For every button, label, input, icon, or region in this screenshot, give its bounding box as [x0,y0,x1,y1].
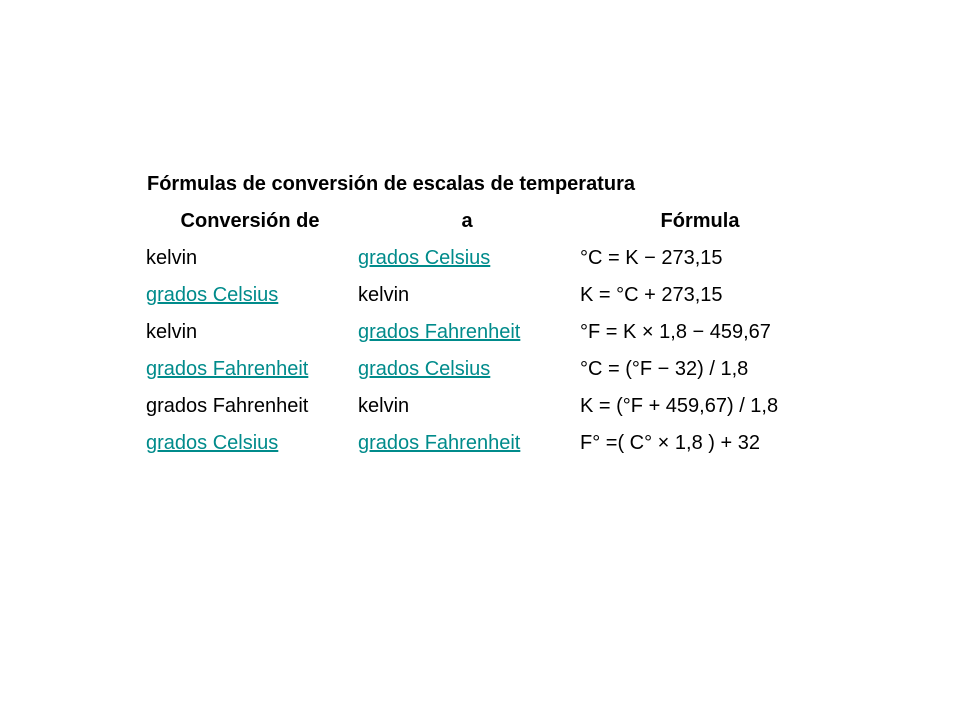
cell-formula: °C = K − 273,15 [580,247,723,269]
to-link[interactable]: grados Celsius [358,358,491,380]
cell-from [144,277,356,314]
header-to: a [461,210,473,232]
cell-formula: °F = K × 1,8 − 459,67 [580,321,771,343]
table-caption: Fórmulas de conversión de escalas de temperatura [147,173,635,195]
table-row [144,314,822,351]
to-link[interactable]: grados Fahrenheit [358,432,521,454]
cell-formula: F° =( C° × 1,8 ) + 32 [580,432,760,454]
header-formula: Fórmula [660,210,740,232]
header-row [144,203,822,240]
cell-from [144,425,356,462]
cell-to [356,351,578,388]
from-text: grados Fahrenheit [146,395,309,417]
to-text: kelvin [358,284,410,306]
to-link[interactable]: grados Fahrenheit [358,321,521,343]
cell-formula: °C = (°F − 32) / 1,8 [580,358,749,380]
from-text: kelvin [146,247,198,269]
table-row [144,425,822,462]
header-from: Conversión de [180,210,320,232]
from-link[interactable]: grados Celsius [146,284,279,306]
cell-from [144,240,356,277]
cell-formula: K = (°F + 459,67) / 1,8 [580,395,779,417]
table-row [144,388,822,425]
to-link[interactable]: grados Celsius [358,247,491,269]
from-link[interactable]: grados Celsius [146,432,279,454]
from-text: kelvin [146,321,198,343]
conversion-table [144,166,822,462]
cell-from [144,314,356,351]
table-row [144,240,822,277]
cell-formula: K = °C + 273,15 [580,284,723,306]
cell-to [356,277,578,314]
cell-to [356,425,578,462]
cell-to [356,314,578,351]
cell-from [144,351,356,388]
from-link[interactable]: grados Fahrenheit [146,358,309,380]
cell-to [356,240,578,277]
table-row [144,277,822,314]
cell-to [356,388,578,425]
table-row [144,351,822,388]
to-text: kelvin [358,395,410,417]
cell-from [144,388,356,425]
